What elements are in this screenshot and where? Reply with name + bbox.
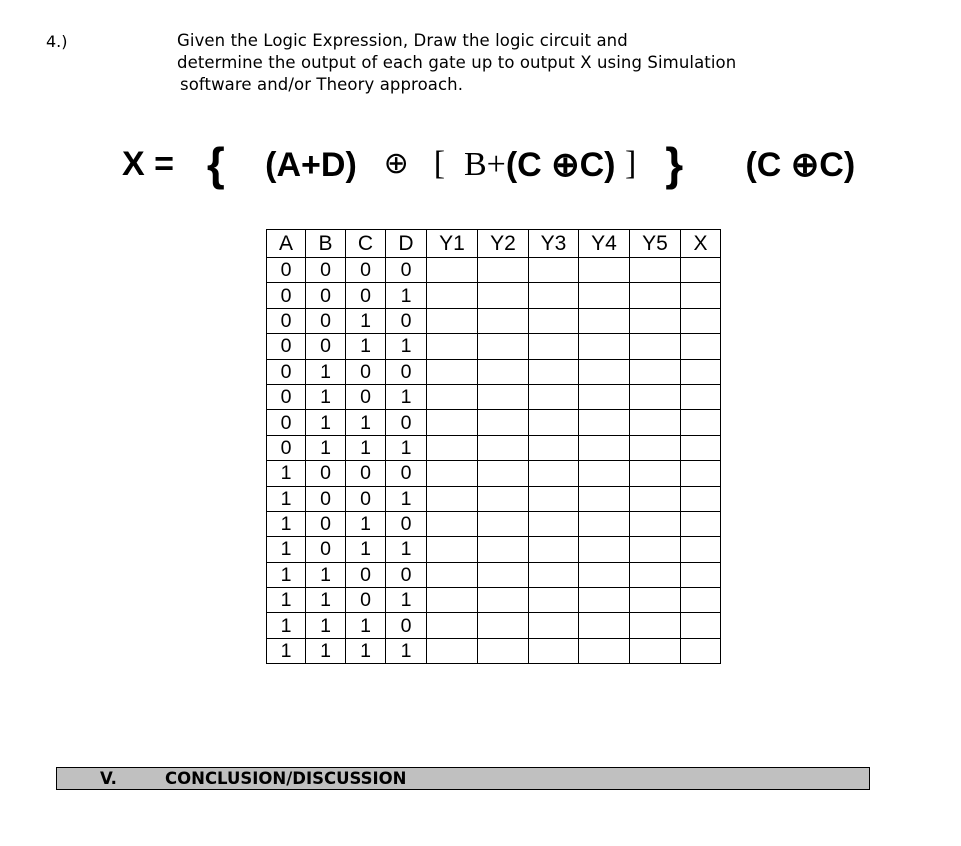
output-cell-y2[interactable] — [478, 613, 529, 638]
input-cell-d: 0 — [386, 461, 427, 486]
output-cell-y2[interactable] — [478, 359, 529, 384]
output-cell-y3[interactable] — [529, 435, 579, 460]
output-cell-y3[interactable] — [529, 384, 579, 409]
output-cell-y2[interactable] — [478, 461, 529, 486]
open-bracket: [ — [433, 145, 446, 183]
table-row — [267, 283, 721, 308]
section-number: V. — [100, 769, 117, 788]
output-cell-y1[interactable] — [427, 334, 478, 359]
input-cell-b: 1 — [306, 384, 346, 409]
output-cell-y2[interactable] — [478, 435, 529, 460]
output-cell-y2[interactable] — [478, 537, 529, 562]
output-cell-y5[interactable] — [630, 511, 681, 536]
input-cell-b: 0 — [306, 283, 346, 308]
input-cell-b: 1 — [306, 562, 346, 587]
output-cell-y3[interactable] — [529, 638, 579, 663]
table-row — [267, 410, 721, 435]
output-cell-x[interactable] — [681, 486, 721, 511]
input-cell-c: 1 — [346, 435, 386, 460]
input-cell-d: 1 — [386, 486, 427, 511]
input-cell-d: 0 — [386, 308, 427, 333]
input-cell-a: 0 — [267, 258, 306, 283]
output-cell-y1[interactable] — [427, 410, 478, 435]
output-cell-y5[interactable] — [630, 359, 681, 384]
output-cell-y1[interactable] — [427, 562, 478, 587]
output-cell-y2[interactable] — [478, 384, 529, 409]
output-cell-x[interactable] — [681, 588, 721, 613]
output-cell-x[interactable] — [681, 537, 721, 562]
header-a: A — [267, 230, 306, 258]
output-cell-y3[interactable] — [529, 258, 579, 283]
question-number: 4.) — [46, 32, 68, 51]
truth-table — [266, 229, 721, 664]
output-cell-y1[interactable] — [427, 588, 478, 613]
table-row — [267, 384, 721, 409]
input-cell-a: 0 — [267, 308, 306, 333]
output-cell-y4[interactable] — [579, 588, 630, 613]
input-cell-b: 1 — [306, 613, 346, 638]
input-cell-c: 1 — [346, 308, 386, 333]
input-cell-d: 0 — [386, 562, 427, 587]
xor-operator: ⊕ — [383, 146, 409, 182]
table-row — [267, 562, 721, 587]
output-cell-y5[interactable] — [630, 638, 681, 663]
input-cell-a: 1 — [267, 588, 306, 613]
output-cell-x[interactable] — [681, 410, 721, 435]
input-cell-d: 1 — [386, 638, 427, 663]
term-c-xor-c: (C ⊕C) — [745, 146, 856, 185]
output-cell-y4[interactable] — [579, 384, 630, 409]
input-cell-c: 0 — [346, 384, 386, 409]
input-cell-a: 0 — [267, 359, 306, 384]
output-cell-x[interactable] — [681, 638, 721, 663]
input-cell-d: 1 — [386, 283, 427, 308]
table-row — [267, 638, 721, 663]
logic-expression — [122, 132, 855, 192]
input-cell-a: 1 — [267, 638, 306, 663]
input-cell-c: 1 — [346, 537, 386, 562]
input-cell-d: 1 — [386, 435, 427, 460]
output-cell-y3[interactable] — [529, 359, 579, 384]
output-cell-y5[interactable] — [630, 384, 681, 409]
output-cell-x[interactable] — [681, 613, 721, 638]
section-header-conclusion — [56, 767, 870, 790]
input-cell-b: 0 — [306, 511, 346, 536]
output-cell-y1[interactable] — [427, 359, 478, 384]
input-cell-d: 0 — [386, 511, 427, 536]
output-cell-y1[interactable] — [427, 308, 478, 333]
output-cell-x[interactable] — [681, 258, 721, 283]
output-cell-y2[interactable] — [478, 511, 529, 536]
output-cell-y3[interactable] — [529, 588, 579, 613]
input-cell-b: 1 — [306, 410, 346, 435]
output-cell-x[interactable] — [681, 461, 721, 486]
output-cell-y4[interactable] — [579, 435, 630, 460]
input-cell-b: 0 — [306, 537, 346, 562]
question-instructions — [177, 30, 736, 96]
output-cell-y2[interactable] — [478, 283, 529, 308]
output-cell-y1[interactable] — [427, 486, 478, 511]
output-cell-y3[interactable] — [529, 562, 579, 587]
output-cell-y5[interactable] — [630, 486, 681, 511]
table-row — [267, 613, 721, 638]
output-cell-y3[interactable] — [529, 334, 579, 359]
close-bracket: ] — [624, 145, 637, 183]
output-cell-y4[interactable] — [579, 613, 630, 638]
output-cell-y3[interactable] — [529, 410, 579, 435]
output-cell-x[interactable] — [681, 562, 721, 587]
output-cell-y2[interactable] — [478, 258, 529, 283]
input-cell-a: 1 — [267, 486, 306, 511]
header-b: B — [306, 230, 346, 258]
instruction-line: software and/or Theory approach. — [180, 75, 464, 94]
output-cell-y5[interactable] — [630, 334, 681, 359]
input-cell-c: 1 — [346, 334, 386, 359]
section-title: CONCLUSION/DISCUSSION — [165, 769, 407, 788]
output-cell-y2[interactable] — [478, 308, 529, 333]
input-cell-a: 0 — [267, 435, 306, 460]
open-brace: { — [206, 138, 225, 191]
header-d: D — [386, 230, 427, 258]
output-cell-y4[interactable] — [579, 562, 630, 587]
output-cell-y1[interactable] — [427, 258, 478, 283]
input-cell-a: 0 — [267, 410, 306, 435]
output-cell-y1[interactable] — [427, 435, 478, 460]
output-cell-y5[interactable] — [630, 283, 681, 308]
output-cell-y5[interactable] — [630, 562, 681, 587]
input-cell-d: 0 — [386, 359, 427, 384]
output-cell-y4[interactable] — [579, 359, 630, 384]
input-cell-c: 0 — [346, 588, 386, 613]
output-cell-y4[interactable] — [579, 410, 630, 435]
output-cell-y2[interactable] — [478, 486, 529, 511]
input-cell-b: 1 — [306, 588, 346, 613]
input-cell-d: 1 — [386, 384, 427, 409]
input-cell-b: 0 — [306, 334, 346, 359]
input-cell-a: 1 — [267, 562, 306, 587]
input-cell-a: 0 — [267, 334, 306, 359]
output-cell-y4[interactable] — [579, 461, 630, 486]
table-row — [267, 537, 721, 562]
term-b-plus-c-xor-c: B+(C ⊕C) — [463, 146, 616, 185]
instruction-line: Given the Logic Expression, Draw the logic circuit and — [177, 31, 628, 50]
output-cell-x[interactable] — [681, 359, 721, 384]
output-cell-x[interactable] — [681, 283, 721, 308]
input-cell-c: 0 — [346, 562, 386, 587]
output-cell-y5[interactable] — [630, 410, 681, 435]
output-cell-x[interactable] — [681, 384, 721, 409]
input-cell-a: 1 — [267, 511, 306, 536]
output-cell-y4[interactable] — [579, 638, 630, 663]
output-cell-y5[interactable] — [630, 258, 681, 283]
table-row — [267, 258, 721, 283]
output-cell-y4[interactable] — [579, 258, 630, 283]
output-cell-y3[interactable] — [529, 486, 579, 511]
close-brace: } — [665, 138, 684, 191]
input-cell-b: 0 — [306, 486, 346, 511]
header-y3: Y3 — [529, 230, 579, 258]
table-row — [267, 359, 721, 384]
output-cell-x[interactable] — [681, 435, 721, 460]
header-y2: Y2 — [478, 230, 529, 258]
input-cell-d: 0 — [386, 258, 427, 283]
input-cell-c: 0 — [346, 461, 386, 486]
input-cell-a: 0 — [267, 283, 306, 308]
input-cell-c: 1 — [346, 638, 386, 663]
output-cell-y5[interactable] — [630, 308, 681, 333]
output-cell-y1[interactable] — [427, 384, 478, 409]
output-cell-y5[interactable] — [630, 537, 681, 562]
input-cell-a: 1 — [267, 461, 306, 486]
table-row — [267, 308, 721, 333]
output-cell-y3[interactable] — [529, 537, 579, 562]
output-cell-y1[interactable] — [427, 638, 478, 663]
input-cell-c: 1 — [346, 613, 386, 638]
input-cell-c: 0 — [346, 258, 386, 283]
output-cell-x[interactable] — [681, 511, 721, 536]
output-cell-y1[interactable] — [427, 613, 478, 638]
input-cell-d: 1 — [386, 537, 427, 562]
input-cell-b: 1 — [306, 359, 346, 384]
term-a-plus-d: (A+D) — [265, 146, 357, 185]
input-cell-c: 1 — [346, 410, 386, 435]
input-cell-a: 1 — [267, 613, 306, 638]
output-cell-y1[interactable] — [427, 511, 478, 536]
output-cell-y3[interactable] — [529, 613, 579, 638]
output-cell-y5[interactable] — [630, 435, 681, 460]
input-cell-d: 1 — [386, 334, 427, 359]
output-cell-y3[interactable] — [529, 308, 579, 333]
input-cell-c: 0 — [346, 486, 386, 511]
output-cell-y1[interactable] — [427, 537, 478, 562]
instruction-line: determine the output of each gate up to output X using Simulation — [177, 53, 737, 72]
output-cell-y2[interactable] — [478, 638, 529, 663]
input-cell-a: 1 — [267, 537, 306, 562]
output-cell-y4[interactable] — [579, 486, 630, 511]
input-cell-b: 0 — [306, 461, 346, 486]
output-cell-y5[interactable] — [630, 613, 681, 638]
output-cell-y2[interactable] — [478, 588, 529, 613]
output-cell-y3[interactable] — [529, 511, 579, 536]
table-row — [267, 588, 721, 613]
output-cell-y4[interactable] — [579, 308, 630, 333]
input-cell-b: 0 — [306, 258, 346, 283]
table-row — [267, 334, 721, 359]
input-cell-d: 0 — [386, 613, 427, 638]
table-row — [267, 461, 721, 486]
output-cell-y5[interactable] — [630, 461, 681, 486]
input-cell-a: 0 — [267, 384, 306, 409]
input-cell-b: 1 — [306, 435, 346, 460]
table-row — [267, 486, 721, 511]
output-cell-y4[interactable] — [579, 537, 630, 562]
output-cell-y1[interactable] — [427, 283, 478, 308]
output-cell-y1[interactable] — [427, 461, 478, 486]
input-cell-d: 0 — [386, 410, 427, 435]
table-row — [267, 511, 721, 536]
output-cell-y2[interactable] — [478, 334, 529, 359]
input-cell-b: 0 — [306, 308, 346, 333]
output-cell-y3[interactable] — [529, 461, 579, 486]
output-cell-y4[interactable] — [579, 283, 630, 308]
header-c: C — [346, 230, 386, 258]
expression-lhs: X = — [122, 145, 174, 184]
input-cell-c: 0 — [346, 283, 386, 308]
output-cell-x[interactable] — [681, 334, 721, 359]
output-cell-y4[interactable] — [579, 511, 630, 536]
input-cell-d: 1 — [386, 588, 427, 613]
truth-table-header-row — [267, 230, 721, 258]
header-y5: Y5 — [630, 230, 681, 258]
header-x: X — [681, 230, 721, 258]
header-y1: Y1 — [427, 230, 478, 258]
input-cell-c: 1 — [346, 511, 386, 536]
output-cell-y2[interactable] — [478, 410, 529, 435]
input-cell-c: 0 — [346, 359, 386, 384]
output-cell-y5[interactable] — [630, 588, 681, 613]
table-row — [267, 435, 721, 460]
output-cell-y4[interactable] — [579, 334, 630, 359]
output-cell-x[interactable] — [681, 308, 721, 333]
output-cell-y3[interactable] — [529, 283, 579, 308]
output-cell-y2[interactable] — [478, 562, 529, 587]
input-cell-b: 1 — [306, 638, 346, 663]
header-y4: Y4 — [579, 230, 630, 258]
